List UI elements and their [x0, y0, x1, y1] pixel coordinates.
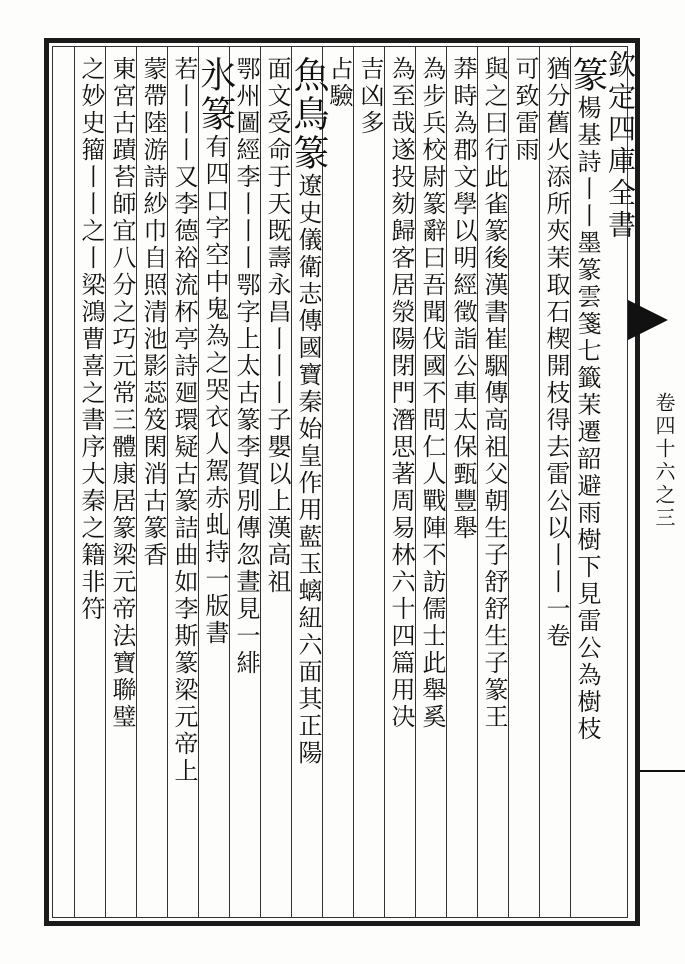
text-column [386, 56, 416, 731]
column-rule [353, 46, 354, 918]
entry-heading: 氷篆 [195, 56, 236, 134]
column-text: 吉凶多 [356, 56, 384, 137]
margin-line [640, 770, 685, 772]
text-column [262, 56, 292, 596]
text-column [107, 56, 137, 731]
column-text: 鄂州圖經李丨丨丨鄂字上太古篆李賀別傳忽晝見一緋 [232, 56, 260, 677]
column-rule [539, 46, 540, 918]
column-rule [74, 46, 75, 918]
text-column [355, 56, 385, 137]
column-rule [384, 46, 385, 918]
entry-heading: 魚鳥篆 [288, 56, 329, 173]
text-column [541, 56, 571, 650]
text-column [195, 56, 236, 647]
column-text: 猶分舊火添所夾茉取石楔開枝得去雷公以丨丨一卷 [542, 56, 570, 650]
text-column [417, 56, 447, 731]
column-text: 可致雷雨 [511, 56, 539, 164]
column-text: 之妙史籀丨丨之丨梁鴻曹喜之書序大秦之籍非符 [77, 56, 105, 623]
text-column [138, 56, 168, 569]
text-column [479, 56, 509, 731]
entry-heading: 篆 [567, 56, 608, 95]
text-column [231, 56, 261, 677]
column-text: 與之曰行此雀篆後漢書崔駰傳高祖父朝生子舒舒生子篆王 [480, 56, 508, 731]
text-column [288, 56, 329, 767]
column-text: 為步兵校尉篆辭曰吾聞伐國不問仁人戰陣不訪儒士此舉奚 [418, 56, 446, 731]
column-text: 蒙帶陸游詩紗巾自照清池影蕊笈閑消古篆香 [139, 56, 167, 569]
column-text: 東宮古蹟苔師宜八分之巧元常三體康居篆梁元帝法寶聯璧 [108, 56, 136, 731]
volume-label: 卷四十六之三 [652, 392, 676, 530]
column-text: 遼史儀衛志傳國寶秦始皇作用藍玉螭紐六面其正陽 [294, 173, 322, 767]
column-text: 面文受命于天既壽永昌丨丨丨子嬰以上漢高祖 [263, 56, 291, 596]
text-column [76, 56, 106, 623]
column-text: 莽時為郡文學以明經徵詣公車太保甄豐舉 [449, 56, 477, 542]
text-column [448, 56, 478, 542]
column-text: 有四口字空中鬼為之哭衣人駕赤虬持一版書 [201, 134, 229, 647]
text-column [510, 56, 540, 164]
text-column [567, 56, 608, 743]
column-text: 楊基詩丨丨墨篆雲箋七籤茉遷韶避雨樹下見雷公為樹枝 [573, 95, 601, 743]
text-column [169, 56, 199, 785]
column-text: 若丨丨丨又李德裕流杯亭詩廻環疑古篆詰曲如李斯篆梁元帝上 [170, 56, 198, 785]
book-title: 欽定四庫全書 [604, 50, 637, 242]
fish-tail-mark [628, 300, 668, 340]
column-text: 為至哉遂投劾歸客居滎陽閉門潛思著周易林六十四篇用决 [387, 56, 415, 731]
column-text: 占驗 [325, 56, 353, 110]
